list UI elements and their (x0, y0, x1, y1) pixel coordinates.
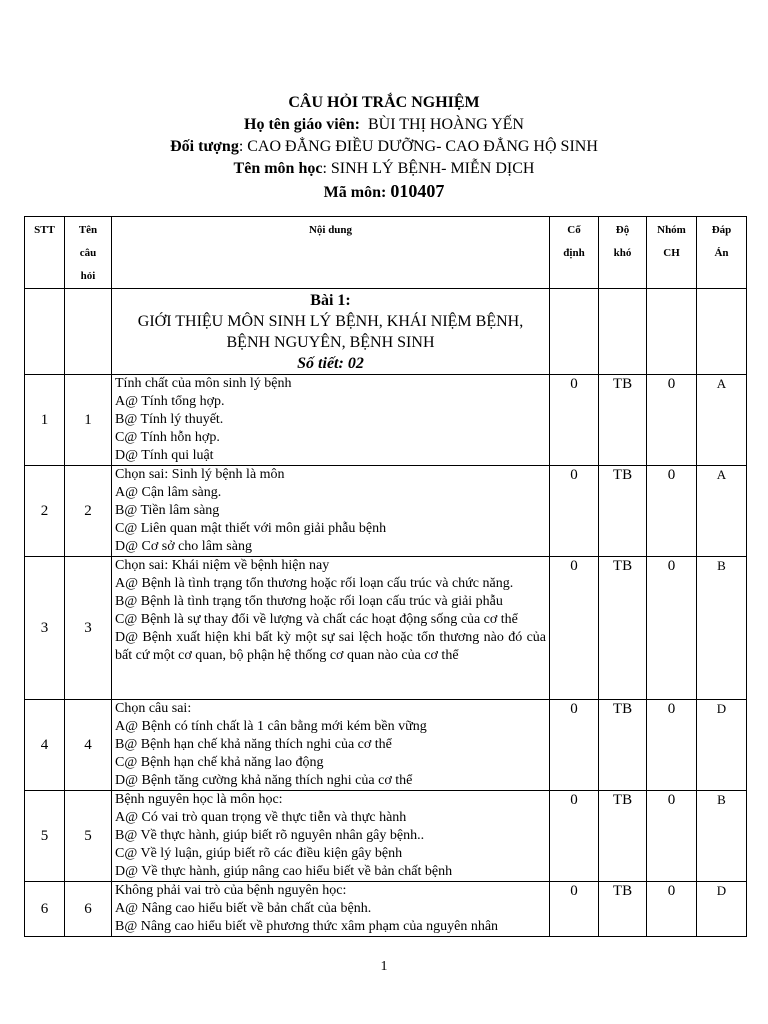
row-nhom-ch: 0 (647, 700, 697, 791)
lesson-heading (112, 289, 550, 375)
answer-option: A@ Có vai trò quan trọng về thực tiễn và thực hành (115, 810, 407, 825)
answer-option: B@ Tính lý thuyết. (115, 412, 224, 427)
row-co-dinh: 0 (550, 700, 599, 791)
table-row (25, 466, 747, 557)
answer-option: B@ Bệnh hạn chế khả năng thích nghi của cơ thể (115, 737, 392, 752)
lesson-periods: Số tiết: 02 (297, 355, 364, 372)
code-line (0, 180, 768, 204)
row-co-dinh: 0 (550, 557, 599, 700)
teacher-value: BÙI THỊ HOÀNG YẾN (368, 116, 524, 133)
header-ten-cau-hoi: Tên câu hỏi (65, 217, 112, 289)
header-do-kho: Độ khó (599, 217, 647, 289)
answer-option: D@ Bệnh xuất hiện khi bất kỳ một sự sai lệch hoặc tổn thương nào đó của bất cứ một cơ quan, bộ phận hệ thống cơ quan nào của cơ thể (115, 630, 546, 663)
lesson-row (25, 289, 747, 375)
row-dap-an: A (697, 375, 747, 466)
row-do-kho: TB (599, 557, 647, 700)
row-do-kho: TB (599, 700, 647, 791)
teacher-line (0, 114, 768, 136)
answer-option: B@ Nâng cao hiểu biết về phương thức xâm phạm của nguyên nhân (115, 919, 499, 934)
row-stt: 3 (25, 557, 65, 700)
row-content (112, 466, 550, 557)
table-row (25, 700, 747, 791)
lesson-line-2: BỆNH NGUYÊN, BỆNH SINH (226, 334, 435, 351)
answer-option: C@ Bệnh hạn chế khả năng lao động (115, 755, 324, 770)
row-question-name: 1 (65, 375, 112, 466)
row-co-dinh: 0 (550, 882, 599, 937)
header-stt: STT (25, 217, 65, 289)
answer-option: D@ Về thực hành, giúp nâng cao hiểu biết về bản chất bệnh (115, 864, 453, 879)
answer-option: A@ Bệnh là tình trạng tổn thương hoặc rối loạn cấu trúc và chức năng. (115, 576, 514, 591)
row-nhom-ch: 0 (647, 791, 697, 882)
row-question-name: 6 (65, 882, 112, 937)
row-do-kho: TB (599, 375, 647, 466)
row-content (112, 791, 550, 882)
header-co-dinh: Cố định (550, 217, 599, 289)
question-text: Chọn sai: Khái niệm về bệnh hiện nay (115, 558, 330, 573)
answer-option: A@ Bệnh có tính chất là 1 cân bằng mới kém bền vững (115, 719, 427, 734)
row-content (112, 700, 550, 791)
row-stt: 5 (25, 791, 65, 882)
answer-option: C@ Tính hỗn hợp. (115, 430, 220, 445)
row-nhom-ch: 0 (647, 882, 697, 937)
row-stt: 1 (25, 375, 65, 466)
document-title: CÂU HỎI TRẮC NGHIỆM (288, 94, 480, 111)
row-co-dinh: 0 (550, 791, 599, 882)
answer-option: C@ Liên quan mật thiết với môn giải phẫu bệnh (115, 521, 387, 536)
row-nhom-ch: 0 (647, 557, 697, 700)
question-text: Tính chất của môn sinh lý bệnh (115, 376, 292, 391)
row-nhom-ch: 0 (647, 466, 697, 557)
row-co-dinh: 0 (550, 375, 599, 466)
row-do-kho: TB (599, 466, 647, 557)
lesson-line-1: GIỚI THIỆU MÔN SINH LÝ BỆNH, KHÁI NIỆM BỆNH, (137, 313, 524, 330)
table-row (25, 882, 747, 937)
answer-option: C@ Về lý luận, giúp biết rõ các điều kiện gây bệnh (115, 846, 403, 861)
row-stt: 4 (25, 700, 65, 791)
subject-line (0, 158, 768, 180)
lesson-title: Bài 1: (310, 292, 351, 309)
question-text: Chọn sai: Sinh lý bệnh là môn (115, 467, 285, 482)
row-dap-an: B (697, 791, 747, 882)
row-co-dinh: 0 (550, 466, 599, 557)
target-line (0, 136, 768, 158)
answer-option: D@ Cơ sở cho lâm sàng (115, 539, 252, 554)
code-label: Mã môn (323, 184, 381, 201)
row-content (112, 375, 550, 466)
table-row (25, 557, 747, 700)
subject-value: : SINH LÝ BỆNH- MIỄN DỊCH (322, 160, 535, 177)
questions-table (24, 216, 747, 937)
row-dap-an: A (697, 466, 747, 557)
row-question-name: 2 (65, 466, 112, 557)
answer-option: D@ Tính qui luật (115, 448, 214, 463)
row-dap-an: D (697, 700, 747, 791)
answer-option: D@ Bệnh tăng cường khả năng thích nghi của cơ thể (115, 773, 413, 788)
row-do-kho: TB (599, 791, 647, 882)
code-value: 010407 (390, 181, 445, 201)
answer-option: B@ Bệnh là tình trạng tổn thương hoặc rối loạn cấu trúc và giải phẫu (115, 594, 503, 609)
question-text: Bệnh nguyên học là môn học: (115, 792, 283, 807)
row-content (112, 882, 550, 937)
row-content (112, 557, 550, 700)
row-dap-an: B (697, 557, 747, 700)
answer-option: A@ Tính tổng hợp. (115, 394, 225, 409)
question-text: Không phải vai trò của bệnh nguyên học: (115, 883, 347, 898)
header-noi-dung: Nội dung (112, 217, 550, 289)
header-nhom-ch: Nhóm CH (647, 217, 697, 289)
answer-option: B@ Về thực hành, giúp biết rõ nguyên nhân gây bệnh.. (115, 828, 425, 843)
target-value: : CAO ĐẲNG ĐIỀU DƯỠNG- CAO ĐẲNG HỘ SINH (238, 138, 598, 155)
table-row (25, 375, 747, 466)
subject-label: Tên môn học (233, 160, 323, 177)
document-header (0, 92, 768, 204)
row-question-name: 4 (65, 700, 112, 791)
row-question-name: 3 (65, 557, 112, 700)
answer-option: A@ Nâng cao hiểu biết về bản chất của bệnh. (115, 901, 372, 916)
header-dap-an: Đáp Án (697, 217, 747, 289)
page-number: 1 (380, 959, 388, 974)
row-dap-an: D (697, 882, 747, 937)
answer-option: A@ Cận lâm sàng. (115, 485, 222, 500)
row-question-name: 5 (65, 791, 112, 882)
table-header-row (25, 217, 747, 289)
row-do-kho: TB (599, 882, 647, 937)
table-row (25, 791, 747, 882)
row-stt: 6 (25, 882, 65, 937)
answer-option: B@ Tiền lâm sàng (115, 503, 220, 518)
row-nhom-ch: 0 (647, 375, 697, 466)
row-stt: 2 (25, 466, 65, 557)
question-text: Chọn câu sai: (115, 701, 192, 716)
target-label: Đối tượng (170, 138, 239, 155)
answer-option: C@ Bệnh là sự thay đổi về lượng và chất các hoạt động sống của cơ thể (115, 612, 518, 627)
code-sep: : (381, 184, 391, 201)
teacher-label: Họ tên giáo viên: (244, 116, 360, 133)
